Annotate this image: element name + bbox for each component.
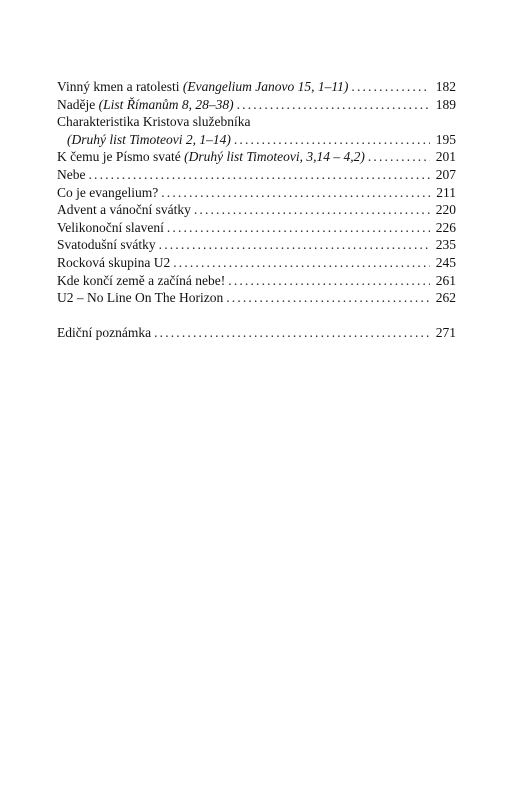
- toc-entry-kde-konci-zeme: [57, 272, 456, 290]
- toc-page-number: 220: [435, 202, 456, 218]
- toc-entry-nadeje: [57, 96, 456, 114]
- toc-leader-dots: [154, 324, 430, 342]
- toc-entry-velikonoce: [57, 219, 456, 237]
- toc-entry-charakteristika-sub: [57, 131, 456, 149]
- toc-page-number: 262: [435, 290, 456, 306]
- toc-page-number: 211: [436, 184, 456, 200]
- toc-leader-dots: [161, 184, 430, 202]
- toc-entry-title: Advent a vánoční svátky: [57, 202, 191, 218]
- toc-entry-vinny-kmen: [57, 78, 456, 96]
- toc-leader-dots: [234, 131, 430, 149]
- toc-page-number: 189: [435, 96, 456, 112]
- toc-entry-title: Naděje (List Římanům 8, 28–38): [57, 96, 234, 112]
- toc-leader-dots: [351, 78, 430, 96]
- table-of-contents: [57, 78, 456, 341]
- toc-entry-advent: [57, 201, 456, 219]
- toc-entry-title: (Druhý list Timoteovi 2, 1–14): [67, 131, 231, 147]
- toc-leader-dots: [167, 219, 430, 237]
- toc-entry-svatodusni: [57, 236, 456, 254]
- toc-entry-evangelium: [57, 184, 456, 202]
- toc-entry-title: Nebe: [57, 166, 86, 182]
- toc-page-number: 226: [435, 219, 456, 235]
- toc-entry-title: Ediční poznámka: [57, 324, 152, 340]
- toc-entry-title: Velikonoční slavení: [57, 219, 164, 235]
- toc-entry-title: Kde končí země a začíná nebe!: [57, 272, 226, 288]
- toc-leader-dots: [173, 254, 430, 272]
- toc-entry-title: K čemu je Písmo svaté (Druhý list Timoteovi, 3,14 – 4,2): [57, 149, 365, 165]
- toc-entry-pismo-svate: [57, 148, 456, 166]
- toc-page-number: 195: [435, 131, 456, 147]
- toc-page-number: 201: [435, 149, 456, 165]
- toc-entry-title: Co je evangelium?: [57, 184, 159, 200]
- toc-page-number: 235: [435, 237, 456, 253]
- toc-entry-title: Charakteristika Kristova služebníka: [57, 114, 251, 130]
- toc-entry-title: U2 – No Line On The Horizon: [57, 290, 224, 306]
- toc-entry-title: Vinný kmen a ratolesti (Evangelium Janovo 15, 1–11): [57, 79, 349, 94]
- toc-page-number: 261: [435, 272, 456, 288]
- toc-leader-dots: [228, 272, 430, 290]
- toc-page-number: 245: [435, 254, 456, 270]
- toc-page-number: 271: [435, 324, 456, 340]
- toc-leader-dots: [88, 166, 430, 184]
- toc-entry-edicni-poznamka: [57, 324, 456, 342]
- toc-leader-dots: [226, 289, 430, 307]
- toc-entry-title: Svatodušní svátky: [57, 237, 156, 253]
- toc-entry-title: Rocková skupina U2: [57, 254, 171, 270]
- toc-page-number: 182: [435, 79, 456, 94]
- toc-leader-dots: [368, 148, 430, 166]
- toc-entry-charakteristika: [57, 113, 456, 131]
- toc-leader-dots: [194, 201, 430, 219]
- toc-page-number: 207: [435, 166, 456, 182]
- toc-leader-dots: [159, 236, 430, 254]
- toc-entry-nebe: [57, 166, 456, 184]
- toc-entry-no-line: [57, 289, 456, 307]
- toc-leader-dots: [237, 96, 430, 114]
- toc-spacer: [57, 307, 456, 324]
- toc-entry-u2: [57, 254, 456, 272]
